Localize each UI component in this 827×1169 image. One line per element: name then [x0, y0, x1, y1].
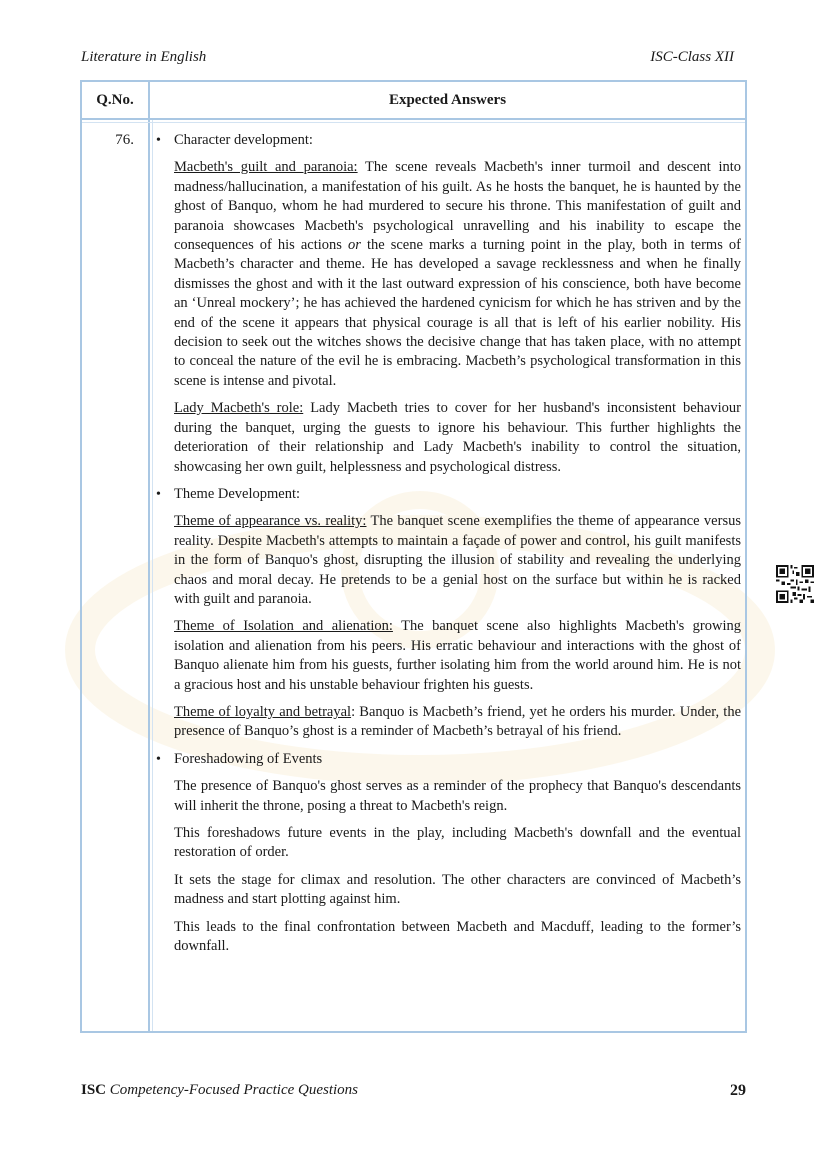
paragraph-isolation: Theme of Isolation and alienation: The banquet scene also highlights Macbeth's growing isolation and alienation from his peers. His erratic behaviour and interactions with the ghost of Banquo alienate him from his guests, further isolating him from the world around him. He is not a gracious host and his unstable behaviour frighten his guests. [174, 618, 741, 693]
lead-appearance-reality: Theme of appearance vs. reality: [174, 513, 367, 530]
page-footer [81, 1082, 746, 1104]
paragraph-foreshadow-3: It sets the stage for climax and resolution. The other characters are convinced of Macbeth’s madness and start plotting against him. [174, 871, 741, 908]
paragraph-foreshadow-4: This leads to the final confrontation between Macbeth and Macduff, leading to the former’s downfall. [174, 918, 741, 955]
question-number: 76. [115, 132, 134, 148]
running-header [81, 49, 734, 69]
class-label: ISC-Class XII [650, 49, 734, 65]
bullet-foreshadowing: • Foreshadowing of Events [174, 750, 741, 769]
answer-content [174, 131, 741, 964]
bullet-character-development: • Character development: [174, 131, 741, 150]
lead-isolation: Theme of Isolation and alienation: [174, 618, 393, 635]
page-number: 29 [730, 1082, 746, 1099]
footer-brand: ISC [81, 1082, 107, 1098]
paragraph-lady-macbeth: Lady Macbeth's role: Lady Macbeth tries to cover for her husband's inconsistent behaviour during the banquet, urging the guests to ignore his behaviour. This further highlights the deterioration of their relationship and Lady Macbeth's inability to control the situation, showcasing her own guilt, helplessness and psychological distress. [174, 400, 741, 475]
answers-column-header: Expected Answers [388, 92, 507, 108]
paragraph-foreshadow-2: This foreshadows future events in the play, including Macbeth's downfall and the eventual restoration of order. [174, 825, 741, 861]
lead-guilt-paranoia: Macbeth's guilt and paranoia: [174, 159, 358, 176]
paragraph-foreshadow-1: The presence of Banquo's ghost serves as a reminder of the prophecy that Banquo's descendants will inherit the throne, posing a threat to Macbeth's reign. [174, 778, 741, 814]
qno-column-header: Q.No. [96, 92, 134, 108]
header-divider [82, 118, 745, 120]
paragraph-guilt-paranoia: Macbeth's guilt and paranoia: The scene reveals Macbeth's inner turmoil and descent into madness/hallucination, a manifestation of his guilt. As he hosts the banquet, he is haunted by the ghost of Banquo, whom he had murdered to secure his throne. This manifestation of guilt and paranoia showcases Macbeth's psychological unravelling and his inability to escape the consequences of his actions or the scene marks a turning point in the play, both in terms of Macbeth’s character and theme. He has developed a savage recklessness and when he finally dismisses the ghost and with it the last outward expression of his conscience, both have become an ‘Unreal mockery’; he has achieved the hardened cynicism for which he has striven and by the end of the scene it appears that physical courage is all that is left of his earlier nobility. His decision to seek out the witches shows the decisive change that has taken place, with no attempt to conceal the nature of the evil he is embracing. Macbeth’s psychological transformation in this scene is intense and pivotal. [174, 159, 741, 389]
lead-loyalty-betrayal: Theme of loyalty and betrayal [174, 703, 352, 720]
column-divider-inner [152, 120, 153, 1031]
paragraph-loyalty-betrayal: Theme of loyalty and betrayal: Banquo is Macbeth’s friend, yet he orders his murder. Under, the presence of Banquo’s ghost is a reminder of Macbeth’s betrayal of his friend. [174, 703, 741, 740]
qr-code-icon[interactable] [776, 565, 814, 603]
header-divider-inner [82, 122, 745, 123]
column-divider [148, 82, 150, 1031]
answer-table [80, 80, 747, 1033]
subject-label: Literature in English [81, 49, 207, 65]
footer-title: Competency-Focused Practice Questions [106, 1082, 359, 1098]
bullet-theme-development: • Theme Development: [174, 485, 741, 504]
lead-lady-macbeth: Lady Macbeth's role: [174, 400, 304, 417]
paragraph-appearance-reality: Theme of appearance vs. reality: The banquet scene exemplifies the theme of appearance versus reality. Despite Macbeth's attempts to maintain a façade of power and control, his guilt manifests in the form of Banquo's ghost, disrupting the illusion of stability and revealing the underlying chaos and moral decay. He pretends to be a genial host on the surface but within he is racked with guilt and paranoia. [174, 513, 741, 607]
